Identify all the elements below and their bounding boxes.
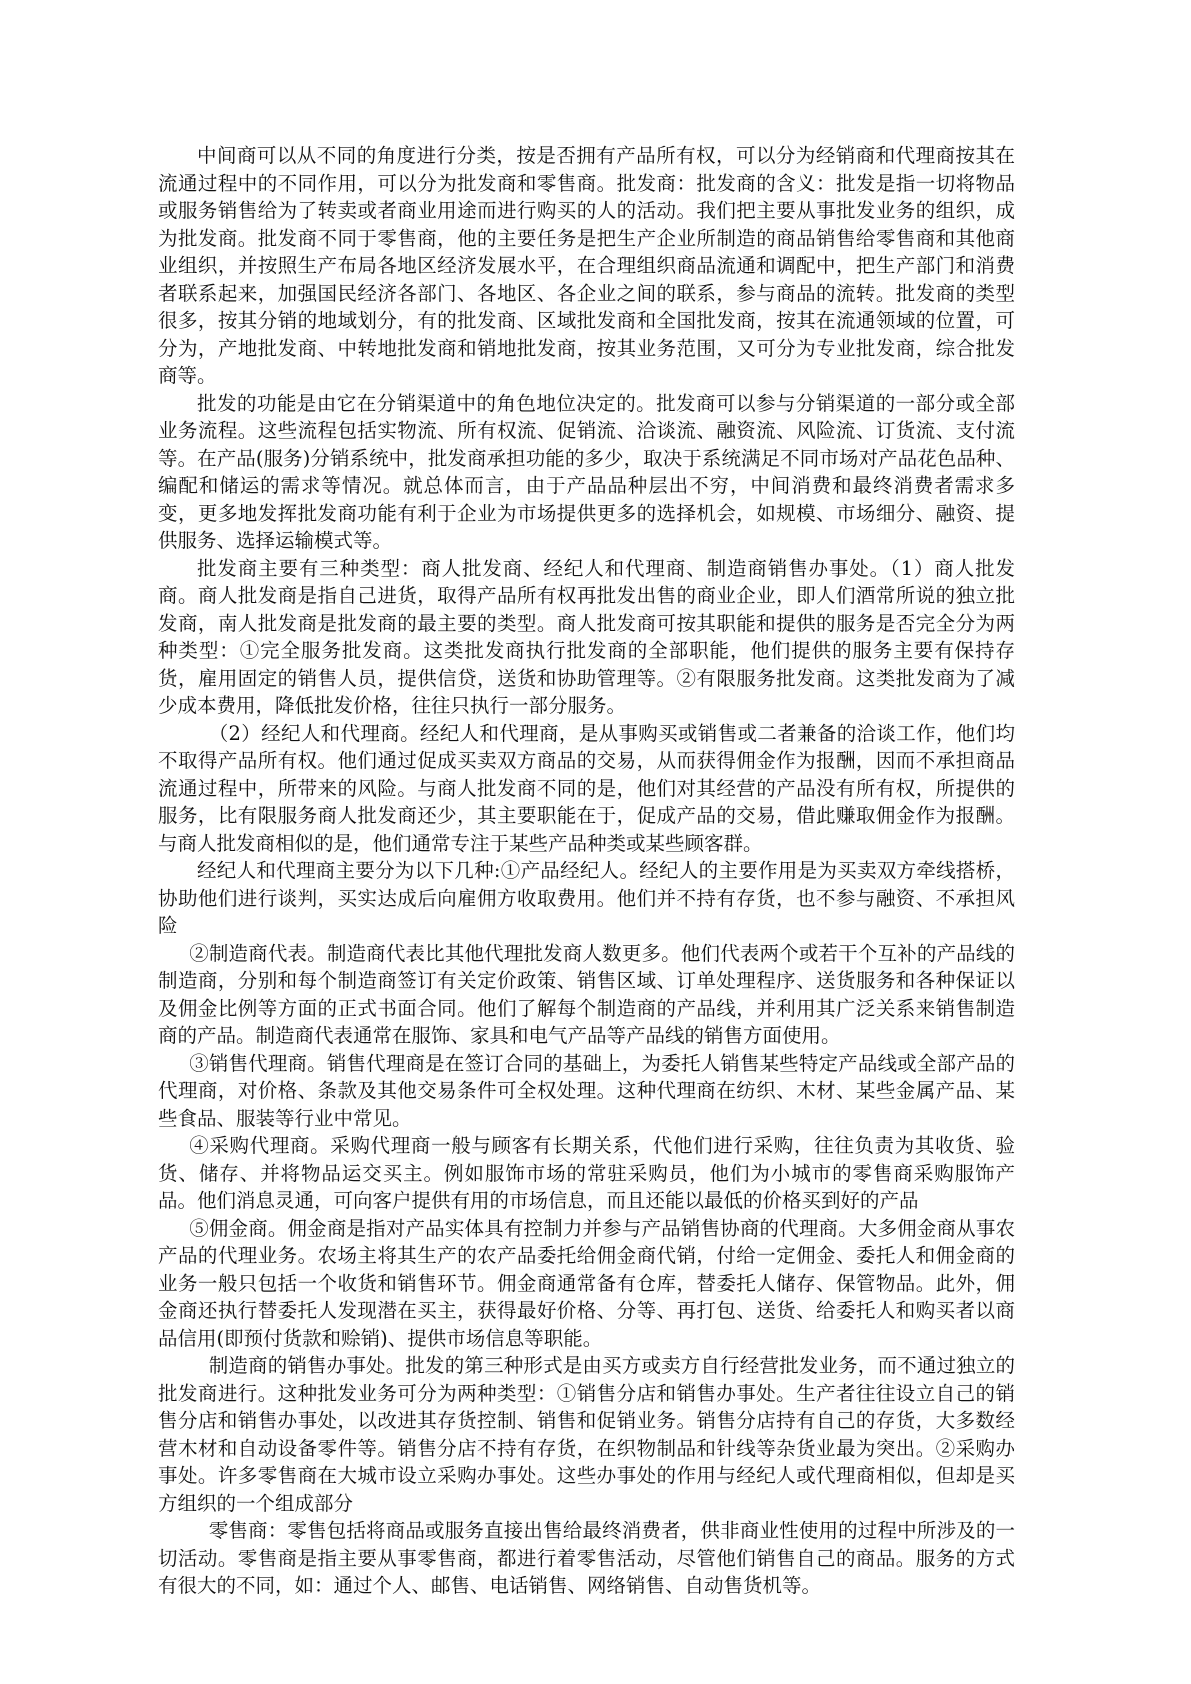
paragraph-manufacturer-rep: ②制造商代表。制造商代表比其他代理批发商人数更多。他们代表两个或若干个互补的产品线的制造商，分别和每个制造商签订有关定价政策、销售区域、订单处理程序、送货服务和各种保证以及佣金比例等方面的正式书面合同。他们了解每个制造商的产品线，并利用其广泛关系来销售制造商的产品。制造商代表通常在服饰、家具和电气产品等产品线的销售方面使用。	[158, 941, 1015, 1047]
paragraph-sales-agent: ③销售代理商。销售代理商是在签订合同的基础上，为委托人销售某些特定产品线或全部产品的代理商，对价格、条款及其他交易条件可全权处理。这种代理商在纺织、木材、某些金属产品、某些食品、服装等行业中常见。	[158, 1051, 1015, 1130]
paragraph-wholesaler-types: 批发商主要有三种类型：商人批发商、经纪人和代理商、制造商销售办事处。（1）商人批发商。商人批发商是指自己进货，取得产品所有权再批发出售的商业企业，即人们酒常所说的独立批发商，南人批发商是批发商的最主要的类型。商人批发商可按其职能和提供的服务是否完全分为两种类型：①完全服务批发商。这类批发商执行批发商的全部职能，他们提供的服务主要有保持存货，雇用固定的销售人员，提供信贷，送货和协助管理等。②有限服务批发商。这类批发商为了减少成本费用，降低批发价格，往往只执行一部分服务。	[158, 556, 1015, 717]
paragraph-retailer: 零售商：零售包括将商品或服务直接出售给最终消费者，供非商业性使用的过程中所涉及的一切活动。零售商是指主要从事零售商，都进行着零售活动，尽管他们销售自己的商品。服务的方式有很大的不同，如：通过个人、邮售、电话销售、网络销售、自动售货机等。	[158, 1519, 1015, 1597]
paragraph-purchasing-agent: ④采购代理商。采购代理商一般与顾客有长期关系，代他们进行采购，往往负责为其收货、验货、储存、并将物品运交买主。例如服饰市场的常驻采购员，他们为小城市的零售商采购服饰产品。他们消息灵通，可向客户提供有用的市场信息，而且还能以最低的价格买到好的产品	[158, 1134, 1015, 1212]
paragraph-commission-merchant: ⑤佣金商。佣金商是指对产品实体具有控制力并参与产品销售协商的代理商。大多佣金商从事农产品的代理业务。农场主将其生产的农产品委托给佣金商代销，付给一定佣金、委托人和佣金商的业务一般只包括一个收货和销售环节。佣金商通常备有仓库，替委托人储存、保管物品。此外，佣金商还执行替委托人发现潜在买主，获得最好价格、分等、再打包、送货、给委托人和购买者以商品信用(即预付货款和赊销)、提供市场信息等职能。	[158, 1216, 1015, 1350]
document-page	[158, 142, 1015, 1600]
paragraph-wholesale-function: 批发的功能是由它在分销渠道中的角色地位决定的。批发商可以参与分销渠道的一部分或全部业务流程。这些流程包括实物流、所有权流、促销流、洽谈流、融资流、风险流、订货流、支付流等。在产品(服务)分销系统中，批发商承担功能的多少，取决于系统满足不同市场对产品花色品种、编配和储运的需求等情况。就总体而言，由于产品品种层出不穷，中间消费和最终消费者需求多变，更多地发挥批发商功能有利于企业为市场提供更多的选择机会，如规模、市场细分、融资、提供服务、选择运输模式等。	[158, 391, 1015, 552]
paragraph-brokers-agents: （2）经纪人和代理商。经纪人和代理商，是从事购买或销售或二者兼备的洽谈工作，他们均不取得产品所有权。他们通过促成买卖双方商品的交易，从而获得佣金作为报酬，因而不承担商品流通过程中，所带来的风险。与商人批发商不同的是，他们对其经营的产品没有所有权，所提供的服务，比有限服务商人批发商还少，其主要职能在于，促成产品的交易，借此赚取佣金作为报酬。与商人批发商相似的是，他们通常专注于某些产品种类或某些顾客群。	[158, 721, 1015, 855]
paragraph-product-broker: 经纪人和代理商主要分为以下几种:①产品经纪人。经纪人的主要作用是为买卖双方牵线搭桥，协助他们进行谈判，买实达成后向雇佣方收取费用。他们并不持有存货，也不参与融资、不承担风险	[158, 859, 1015, 937]
paragraph-sales-office: 制造商的销售办事处。批发的第三种形式是由买方或卖方自行经营批发业务，而不通过独立的批发商进行。这种批发业务可分为两种类型：①销售分店和销售办事处。生产者往往设立自己的销售分店和销售办事处，以改进其存货控制、销售和促销业务。销售分店持有自己的存货，大多数经营木材和自动设备零件等。销售分店不持有存货，在织物制品和针线等杂货业最为突出。②采购办事处。许多零售商在大城市设立采购办事处。这些办事处的作用与经纪人或代理商相似，但却是买方组织的一个组成部分	[158, 1354, 1015, 1515]
paragraph-intermediaries: 中间商可以从不同的角度进行分类，按是否拥有产品所有权，可以分为经销商和代理商按其在流通过程中的不同作用，可以分为批发商和零售商。批发商：批发商的含义：批发是指一切将物品或服务销售给为了转卖或者商业用途而进行购买的人的活动。我们把主要从事批发业务的组织，成为批发商。批发商不同于零售商，他的主要任务是把生产企业所制造的商品销售给零售商和其他商业组织，并按照生产布局各地区经济发展水平，在合理组织商品流通和调配中，把生产部门和消费者联系起来，加强国民经济各部门、各地区、各企业之间的联系，参与商品的流转。批发商的类型很多，按其分销的地域划分，有的批发商、区域批发商和全国批发商，按其在流通领域的位置，可分为，产地批发商、中转地批发商和销地批发商，按其业务范围，又可分为专业批发商，综合批发商等。	[158, 144, 1015, 387]
